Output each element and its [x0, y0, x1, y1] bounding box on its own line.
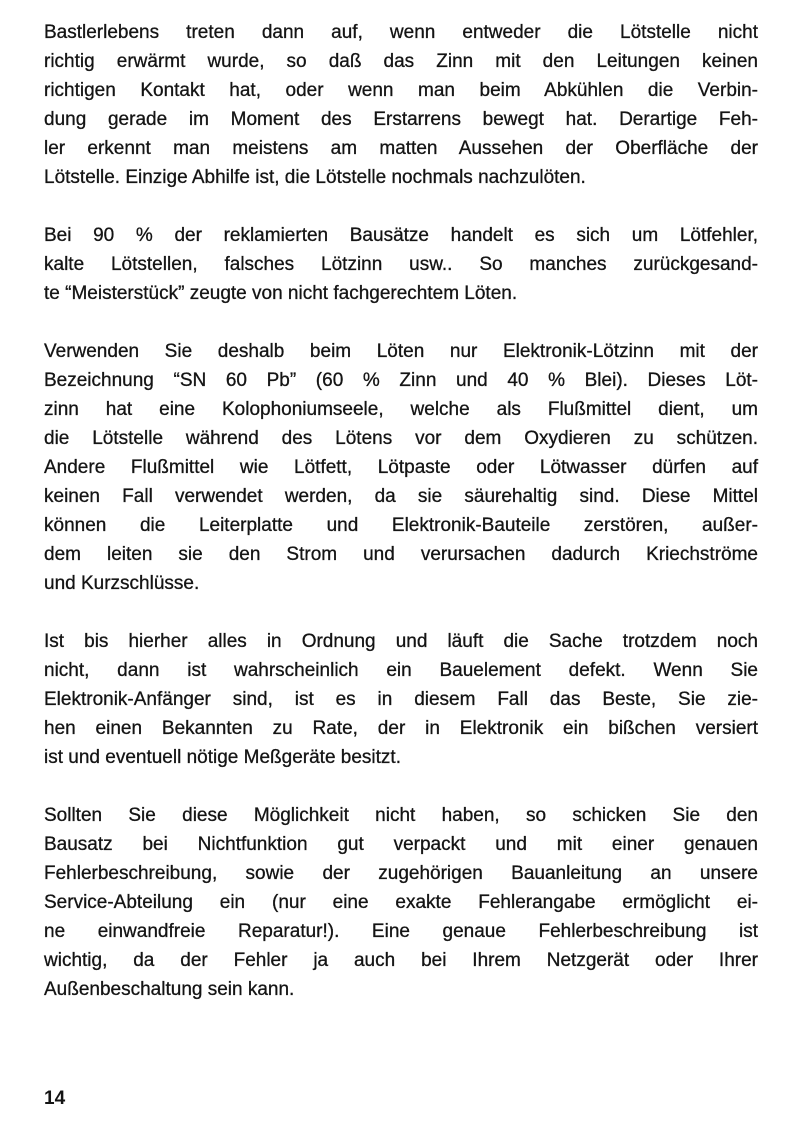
document-body [44, 18, 758, 1033]
text-line: Elektronik-Anfänger sind, ist es in diesem Fall das Beste, Sie zie- [44, 689, 758, 710]
text-line: te “Meisterstück” zeugte von nicht fachgerechtem Löten. [44, 283, 518, 304]
paragraph-soldering-defects [44, 18, 758, 192]
text-line: Service-Abteilung ein (nur eine exakte Fehlerangabe ermöglicht ei- [44, 892, 758, 913]
text-line: dung gerade im Moment des Erstarrens bewegt hat. Derartige Feh- [44, 109, 758, 130]
text-line: Bei 90 % der reklamierten Bausätze handelt es sich um Lötfehler, [44, 225, 758, 246]
paragraph-troubleshooting [44, 627, 758, 772]
text-line: Sollten Sie diese Möglichkeit nicht haben, so schicken Sie den [44, 805, 758, 826]
text-line: Verwenden Sie deshalb beim Löten nur Elektronik-Lötzinn mit der [44, 341, 758, 362]
text-line: Bausatz bei Nichtfunktion gut verpackt und mit einer genauen [44, 834, 758, 855]
text-line: dem leiten sie den Strom und verursachen dadurch Kriechströme [44, 544, 758, 565]
text-line: Andere Flußmittel wie Lötfett, Lötpaste oder Lötwasser dürfen auf [44, 457, 758, 478]
text-line: kalte Lötstellen, falsches Lötzinn usw.. So manches zurückgesand- [44, 254, 758, 275]
text-line: Bezeichnung “SN 60 Pb” (60 % Zinn und 40 % Blei). Dieses Löt- [44, 370, 758, 391]
text-line: richtigen Kontakt hat, oder wenn man beim Abkühlen die Verbin- [44, 80, 758, 101]
text-line: ler erkennt man meistens am matten Aussehen der Oberfläche der [44, 138, 758, 159]
paragraph-complaint-statistics [44, 221, 758, 308]
text-line: keinen Fall verwendet werden, da sie säurehaltig sind. Diese Mittel [44, 486, 758, 507]
text-line: zinn hat eine Kolophoniumseele, welche als Flußmittel dient, um [44, 399, 758, 420]
text-line: ist und eventuell nötige Meßgeräte besitzt. [44, 747, 401, 768]
text-line: Fehlerbeschreibung, sowie der zugehörigen Bauanleitung an unsere [44, 863, 758, 884]
text-line: richtig erwärmt wurde, so daß das Zinn mit den Leitungen keinen [44, 51, 758, 72]
text-line: die Lötstelle während des Lötens vor dem Oxydieren zu schützen. [44, 428, 758, 449]
text-line: Lötstelle. Einzige Abhilfe ist, die Lötstelle nochmals nachzulöten. [44, 167, 586, 188]
text-line: wichtig, da der Fehler ja auch bei Ihrem Netzgerät oder Ihrer [44, 950, 758, 971]
text-line: können die Leiterplatte und Elektronik-Bauteile zerstören, außer- [44, 515, 758, 536]
text-line: Außenbeschaltung sein kann. [44, 979, 295, 1000]
paragraph-service-department [44, 801, 758, 1004]
page-number: 14 [44, 1088, 66, 1109]
text-line: hen einen Bekannten zu Rate, der in Elektronik ein bißchen versiert [44, 718, 758, 739]
text-line: Ist bis hierher alles in Ordnung und läuft die Sache trotzdem noch [44, 631, 758, 652]
text-line: nicht, dann ist wahrscheinlich ein Bauelement defekt. Wenn Sie [44, 660, 758, 681]
text-line: ne einwandfreie Reparatur!). Eine genaue Fehlerbeschreibung ist [44, 921, 758, 942]
paragraph-solder-recommendation [44, 337, 758, 598]
text-line: Bastlerlebens treten dann auf, wenn entweder die Lötstelle nicht [44, 22, 758, 43]
text-line: und Kurzschlüsse. [44, 573, 200, 594]
